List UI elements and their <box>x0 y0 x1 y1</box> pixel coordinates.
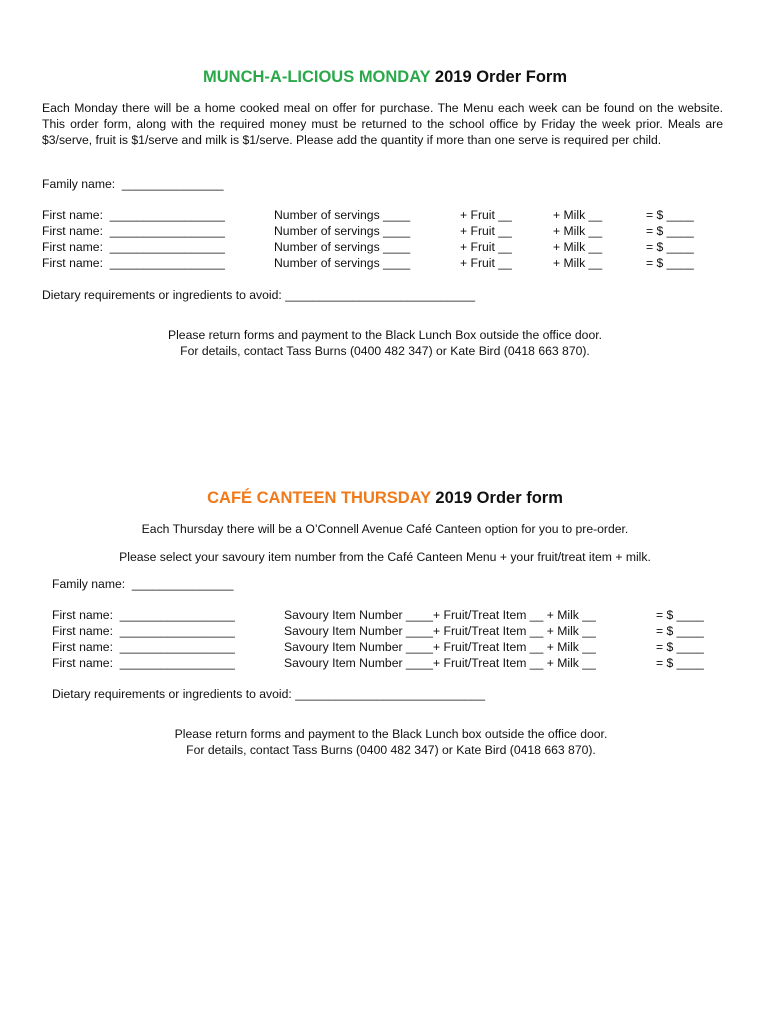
savoury-item-field[interactable]: Savoury Item Number ____+ Fruit/Treat Item __ + Milk __ <box>284 624 596 638</box>
fruit-field[interactable]: + Fruit __ <box>460 224 512 238</box>
servings-field[interactable]: Number of servings ____ <box>274 208 411 222</box>
first-name-field[interactable]: First name: _________________ <box>42 208 225 222</box>
thursday-family-name-field[interactable]: Family name: _______________ <box>52 577 234 591</box>
total-field[interactable]: = $ ____ <box>656 608 704 622</box>
thursday-title-rest: 2019 Order form <box>430 489 563 507</box>
thursday-title-brand: CAFÉ CANTEEN THURSDAY <box>207 489 431 507</box>
monday-form-title <box>0 66 770 88</box>
total-field[interactable]: = $ ____ <box>656 624 704 638</box>
monday-order-row <box>0 239 770 255</box>
monday-order-form <box>0 66 770 358</box>
total-field[interactable]: = $ ____ <box>646 208 694 222</box>
savoury-item-field[interactable]: Savoury Item Number ____+ Fruit/Treat Item __ + Milk __ <box>284 656 596 670</box>
thursday-contact-details: For details, contact Tass Burns (0400 482 347) or Kate Bird (0418 663 870). <box>186 743 596 757</box>
monday-order-row <box>0 207 770 223</box>
fruit-field[interactable]: + Fruit __ <box>460 240 512 254</box>
thursday-return-instructions: Please return forms and payment to the Black Lunch box outside the office door. <box>174 727 608 741</box>
thursday-intro-line-1: Each Thursday there will be a O’Connell Avenue Café Canteen option for you to pre-order. <box>141 522 629 536</box>
first-name-field[interactable]: First name: _________________ <box>42 224 225 238</box>
total-field[interactable]: = $ ____ <box>646 224 694 238</box>
first-name-field[interactable]: First name: _________________ <box>42 256 225 270</box>
servings-field[interactable]: Number of servings ____ <box>274 256 411 270</box>
total-field[interactable]: = $ ____ <box>646 256 694 270</box>
monday-return-instructions: Please return forms and payment to the Black Lunch Box outside the office door. <box>167 328 603 342</box>
thursday-dietary-field[interactable]: Dietary requirements or ingredients to avoid: ____________________________ <box>52 687 485 701</box>
monday-dietary-field[interactable]: Dietary requirements or ingredients to avoid: ____________________________ <box>42 288 475 302</box>
thursday-order-row <box>0 623 770 639</box>
monday-intro-paragraph: Each Monday there will be a home cooked meal on offer for purchase. The Menu each week can be found on the website. This order form, along with the required money must be returned to the school office by Friday the week prior. Meals are $3/serve, fruit is $1/serve and milk is $1/serve. Please add the quantity if more than one serve is required per child. <box>42 101 723 147</box>
first-name-field[interactable]: First name: _________________ <box>52 624 235 638</box>
monday-order-rows <box>0 207 770 271</box>
first-name-field[interactable]: First name: _________________ <box>52 640 235 654</box>
total-field[interactable]: = $ ____ <box>646 240 694 254</box>
milk-field[interactable]: + Milk __ <box>553 208 603 222</box>
monday-family-name-field[interactable]: Family name: _______________ <box>42 177 224 191</box>
thursday-order-row <box>0 639 770 655</box>
monday-title-rest: 2019 Order Form <box>430 68 567 86</box>
thursday-order-row <box>0 607 770 623</box>
total-field[interactable]: = $ ____ <box>656 640 704 654</box>
servings-field[interactable]: Number of servings ____ <box>274 240 411 254</box>
milk-field[interactable]: + Milk __ <box>553 224 603 238</box>
thursday-form-title <box>0 487 770 509</box>
first-name-field[interactable]: First name: _________________ <box>52 656 235 670</box>
thursday-order-form <box>0 487 770 757</box>
thursday-intro-line-2: Please select your savoury item number from the Café Canteen Menu + your fruit/treat item + milk. <box>119 550 651 564</box>
first-name-field[interactable]: First name: _________________ <box>52 608 235 622</box>
total-field[interactable]: = $ ____ <box>656 656 704 670</box>
milk-field[interactable]: + Milk __ <box>553 256 603 270</box>
savoury-item-field[interactable]: Savoury Item Number ____+ Fruit/Treat Item __ + Milk __ <box>284 640 596 654</box>
thursday-order-row <box>0 655 770 671</box>
monday-order-row <box>0 255 770 271</box>
servings-field[interactable]: Number of servings ____ <box>274 224 411 238</box>
savoury-item-field[interactable]: Savoury Item Number ____+ Fruit/Treat Item __ + Milk __ <box>284 608 596 622</box>
milk-field[interactable]: + Milk __ <box>553 240 603 254</box>
fruit-field[interactable]: + Fruit __ <box>460 208 512 222</box>
thursday-order-rows <box>0 607 770 671</box>
first-name-field[interactable]: First name: _________________ <box>42 240 225 254</box>
monday-title-brand: MUNCH-A-LICIOUS MONDAY <box>203 68 431 86</box>
fruit-field[interactable]: + Fruit __ <box>460 256 512 270</box>
monday-contact-details: For details, contact Tass Burns (0400 482 347) or Kate Bird (0418 663 870). <box>180 344 590 358</box>
monday-order-row <box>0 223 770 239</box>
